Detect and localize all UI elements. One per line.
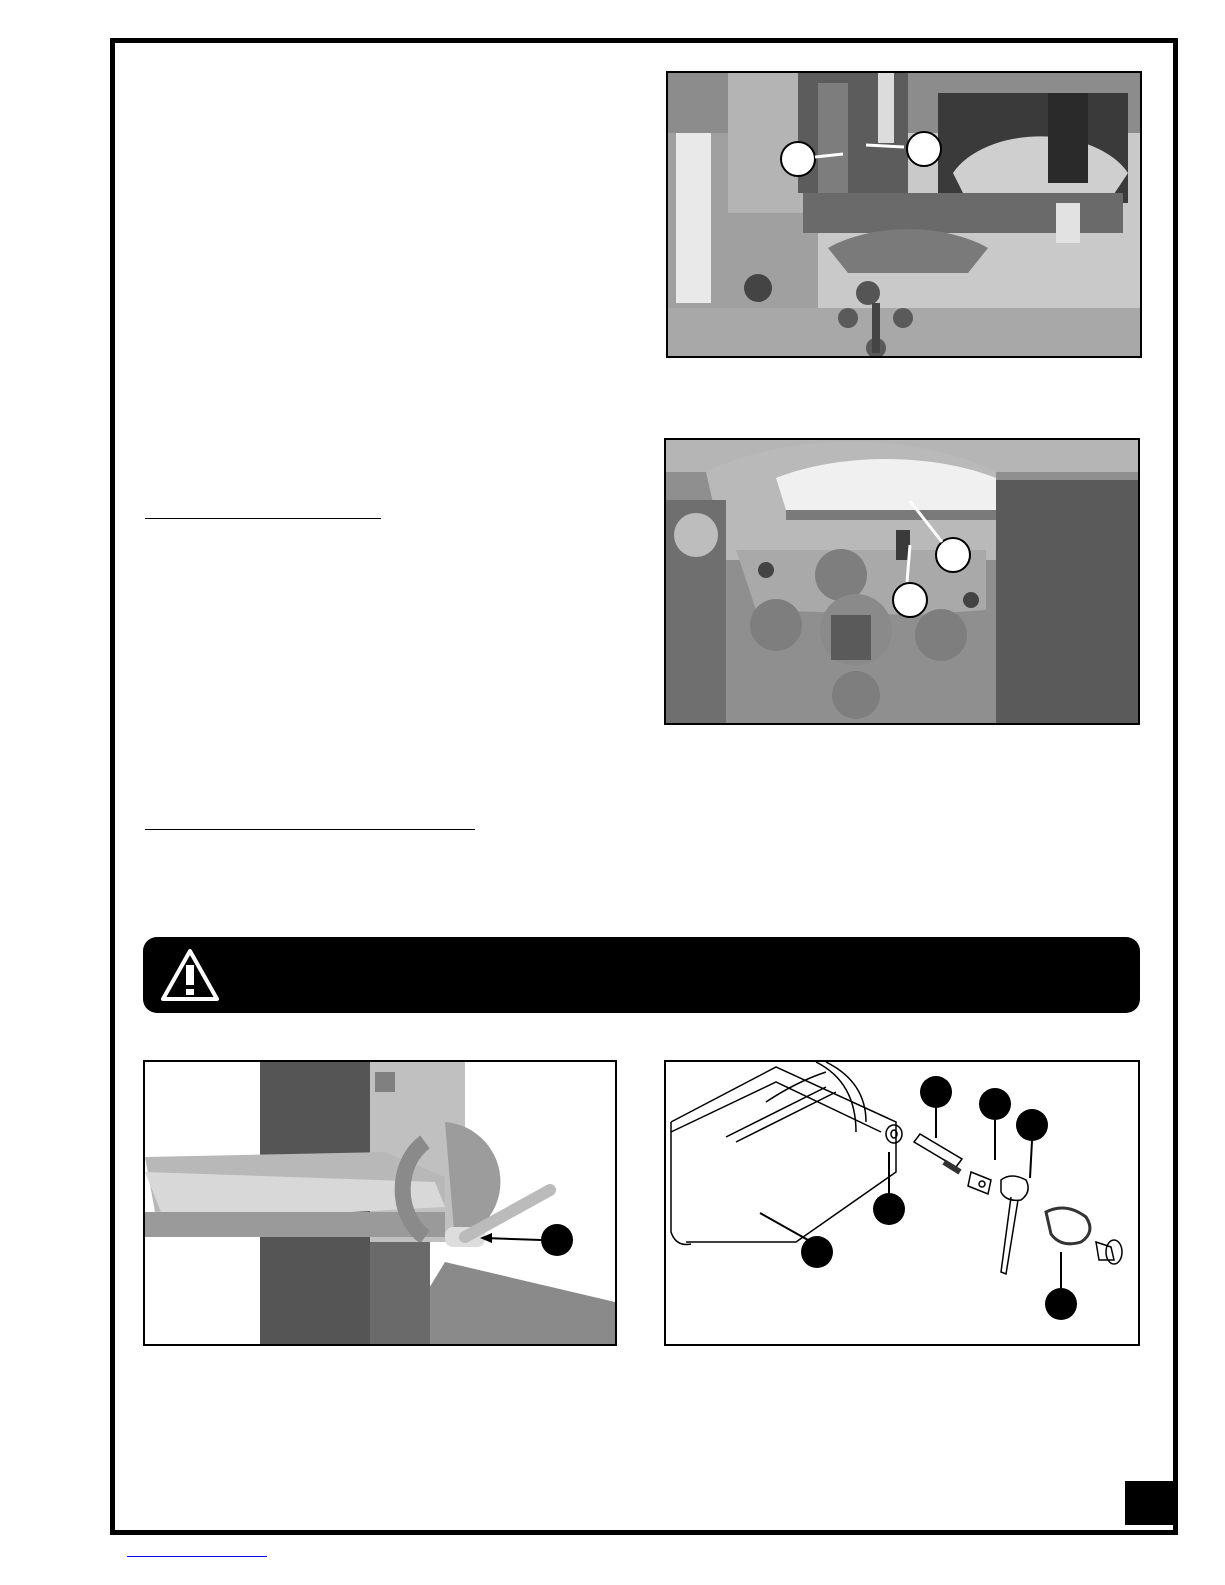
callout-marker: [1045, 1288, 1077, 1320]
callout-marker: [1016, 1109, 1048, 1141]
warning-triangle-icon: [159, 947, 221, 1003]
callout-marker: [892, 582, 928, 618]
callout-marker: [780, 141, 816, 177]
callout-marker: [906, 131, 942, 167]
footer-link[interactable]: [127, 1556, 267, 1557]
warning-banner: [143, 937, 1140, 1013]
figure-trunnion-scale-photo: [664, 438, 1140, 725]
heading-underline: [145, 518, 381, 519]
callout-marker: [920, 1076, 952, 1108]
callout-marker: [801, 1236, 833, 1268]
page-number: [1125, 1481, 1173, 1525]
callout-marker: [935, 537, 971, 573]
callout-marker: [541, 1224, 573, 1256]
figure-table-stop-photo: [666, 71, 1142, 358]
callout-marker: [873, 1193, 905, 1225]
heading-underline: [145, 829, 475, 830]
figure-table-lock-handle-photo: [143, 1060, 617, 1346]
callout-marker: [979, 1088, 1011, 1120]
